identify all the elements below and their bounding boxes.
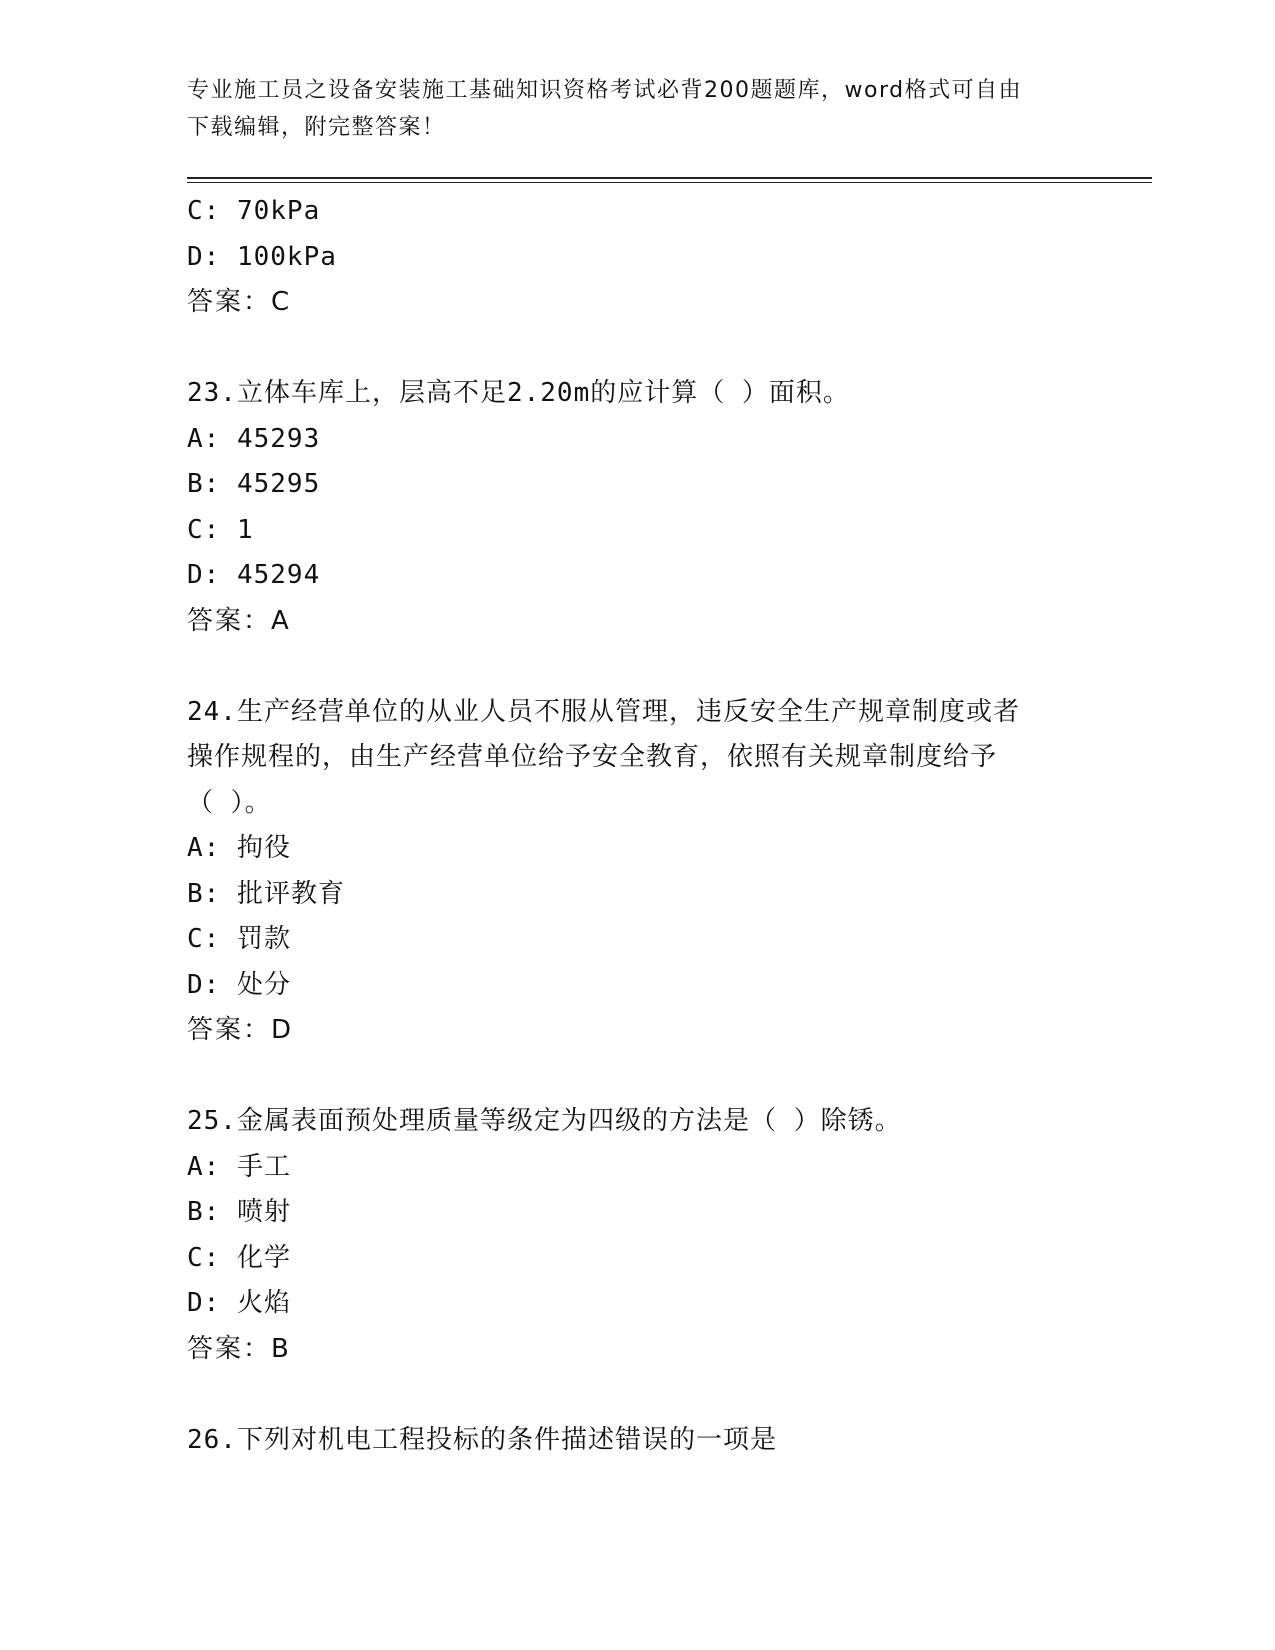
question-text: 23.立体车库上，层高不足2.20m的应计算（ ）面积。	[187, 378, 850, 408]
answer-line: 答案：A	[187, 605, 291, 636]
option-b: B: 45295	[187, 469, 321, 499]
option-c: C: 1	[187, 514, 254, 545]
answer-line: 答案：B	[187, 1333, 291, 1364]
question-block-23	[187, 371, 1087, 644]
option-c: C: 70kPa	[187, 196, 321, 226]
option-d: D: 45294	[187, 560, 321, 590]
document-header	[187, 72, 1067, 146]
spacer	[187, 326, 1087, 372]
option-a: A: 拘役	[187, 833, 291, 863]
option-b: B: 批评教育	[187, 878, 345, 909]
question-block-prev	[187, 189, 1087, 326]
option-c: C: 化学	[187, 1242, 291, 1273]
option-b: B: 喷射	[187, 1197, 291, 1227]
header-title-line-2: 下载编辑，附完整答案！	[187, 115, 446, 140]
question-text-line-3: （ ）。	[187, 787, 272, 818]
option-d: D: 100kPa	[187, 241, 337, 272]
spacer	[187, 644, 1087, 690]
question-block-24	[187, 690, 1087, 1054]
question-list	[187, 189, 1087, 1463]
question-text-line-1: 24.生产经营单位的从业人员不服从管理，违反安全生产规章制度或者	[187, 696, 1020, 727]
option-d: D: 处分	[187, 969, 291, 1000]
answer-line: 答案：C	[187, 287, 292, 317]
question-text-line-2: 操作规程的，由生产经营单位给予安全教育，依照有关规章制度给予	[187, 742, 998, 772]
question-text: 25.金属表面预处理质量等级定为四级的方法是（ ）除锈。	[187, 1106, 902, 1136]
question-text: 26.下列对机电工程投标的条件描述错误的一项是	[187, 1424, 777, 1455]
spacer	[187, 1054, 1087, 1100]
question-block-26	[187, 1418, 1087, 1464]
option-a: A: 手工	[187, 1151, 291, 1182]
spacer	[187, 1372, 1087, 1418]
option-d: D: 火焰	[187, 1288, 291, 1318]
header-title-line-1: 专业施工员之设备安装施工基础知识资格考试必背200题题库，word格式可自由	[187, 78, 1023, 103]
option-a: A: 45293	[187, 423, 321, 454]
question-block-25	[187, 1099, 1087, 1372]
header-divider-thin	[187, 182, 1152, 183]
header-divider-thick	[187, 177, 1152, 179]
answer-line: 答案：D	[187, 1015, 294, 1045]
option-c: C: 罚款	[187, 924, 291, 954]
